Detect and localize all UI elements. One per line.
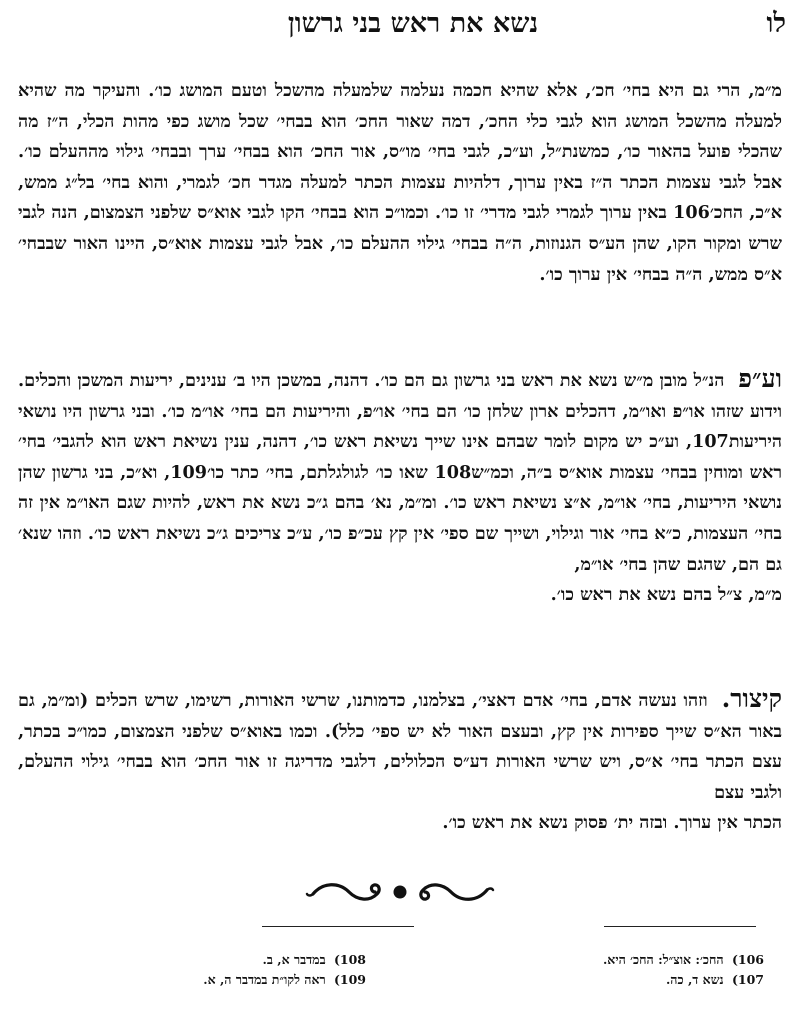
- paragraph-2-lead-word: וע״פ: [738, 364, 782, 393]
- section-ornament: [0, 872, 800, 912]
- footnotes-column-right: [544, 950, 764, 990]
- summary-closing-line: הכתר אין ערוך. ובזה ית׳ פסוק נשא את ראש כו׳.: [442, 812, 782, 834]
- footnote-text: החכ׳: אוצ״ל: החכ׳ היא.: [602, 952, 724, 967]
- footnote-number: 108): [333, 952, 366, 967]
- summary-text: וזהו נעשה אדם, בחי׳ אדם דאצי׳, בצלמנו, כדמותנו, שרשי האורות, רשימו, שרש הכלים (ומ״מ, גם באור הא״ס שייך ספירות אין קץ, ובעצם האור לא יש ספי׳ כלל). וכמו באוא״ס שלפני הצמצום, כמו״כ בכתר, עצם הכתר בחי׳ א״ס, ויש שרשי האורות דע״ס הכלולים, דלגבי מדריגה זו אור החכ׳ הוא בבחי׳ גילוי ההעלם, ולגבי עצם: [18, 690, 782, 803]
- page-number: לו: [766, 8, 786, 39]
- paragraph-2-closing-line: מ״מ, צ״ל בהם נשא את ראש כו׳.: [550, 584, 782, 606]
- paragraph-2: [18, 366, 782, 611]
- footnote-107: [544, 970, 764, 990]
- footnote-108: [146, 950, 366, 970]
- footnotes-column-left: [146, 950, 366, 990]
- footnote-106: [544, 950, 764, 970]
- running-title: נשא את ראש בני גרשון: [287, 8, 539, 39]
- footnote-divider-left: [262, 926, 414, 927]
- page-header: [40, 8, 786, 48]
- footnote-number: 106): [731, 952, 764, 967]
- footnote-number: 109): [333, 972, 366, 987]
- footnote-text: במדבר א, ב.: [262, 952, 326, 967]
- footnote-109: [146, 970, 366, 990]
- paragraph-2-text: הנ״ל מובן מ״ש נשא את ראש בני גרשון גם הם כו׳. דהנה, במשכן היו ב׳ ענינים, יריעות המשכן והכלים. וידוע שזהו או״פ ואו״מ, דהכלים ארון שלחן כו׳ הם בחי׳ או״פ, והיריעות הם בחי׳ או״מ כו׳. ובני גרשון היו נושאי היריעות107, וע״כ יש מקום לומר שבהם אינו שייך נשיאת ראש כו׳, דהנה, ענין נשיאת ראש הוא להגבי׳ בחי׳ ראש ומוחין בבחי׳ עצמות אוא״ס ב״ה, וכמ״ש108 שאו כו׳ לגולגלתם, בחי׳ כתר כו׳109, וא״כ, בני גרשון שהן נושאי היריעות, בחי׳ או״מ, א״צ נשיאת ראש כו׳. ומ״מ, נא׳ בהם ג״כ נשא את ראש, להיות שגם האו״מ אין זה בחי׳ העצמות, כ״א בחי׳ אור וגילוי, ושייך שם ספי׳ אין קץ עכ״פ כו׳, ע״כ צריכים ג״כ נשיאת ראש כו׳. וזהו שנא׳ גם הם, שהגם שהן בחי׳ או״מ,: [18, 370, 782, 575]
- footnote-text: נשא ד, כה.: [665, 972, 724, 987]
- flourish-ornament-icon: [305, 872, 495, 912]
- summary-paragraph: [18, 686, 782, 839]
- footnote-text: ראה לקו״ת במדבר ה, א.: [203, 972, 326, 987]
- paragraph-1: מ״מ, הרי גם היא בחי׳ חכ׳, אלא שהיא חכמה נעלמה שלמעלה מהשכל וטעם המושג כו׳. והעיקר מה שהיא למעלה מהשכל המושג הוא לגבי כלי החכ׳, דמה שאור החכ׳ הוא בבחי׳ שכל מושג כפי מהות הכלי, ה״ז מה שהכלי פועל בהאור כו׳, כמשנת״ל, וע״כ, לגבי בחי׳ מו״ס, אור החכ׳ הוא בבחי׳ ערך ובבחי׳ גילוי מההעלם כו׳. אבל לגבי עצמות הכתר ה״ז באין ערוך, דלהיות עצמות הכתר למעלה מגדר חכ׳ לגמרי, והוא בחי׳ בל״ג ממש, א״כ, החכ׳106 באין ערוך לגמרי לגבי מדרי׳ זו כו׳. וכמו״כ הוא בבחי׳ הקו לגבי אוא״ס שלפני הצמצום, הנה לגבי שרש ומקור הקו, שהן הע״ס הגנוזות, ה״ה בבחי׳ גילוי ההעלם כו׳, אבל לגבי עצמות אוא״ס, היינו האור שבבחי׳ א״ס ממש, ה״ה בבחי׳ אין ערוך כו׳.: [18, 80, 782, 285]
- footnote-divider-right: [604, 926, 756, 927]
- summary-lead-word: קיצור.: [721, 684, 782, 713]
- footnote-number: 107): [731, 972, 764, 987]
